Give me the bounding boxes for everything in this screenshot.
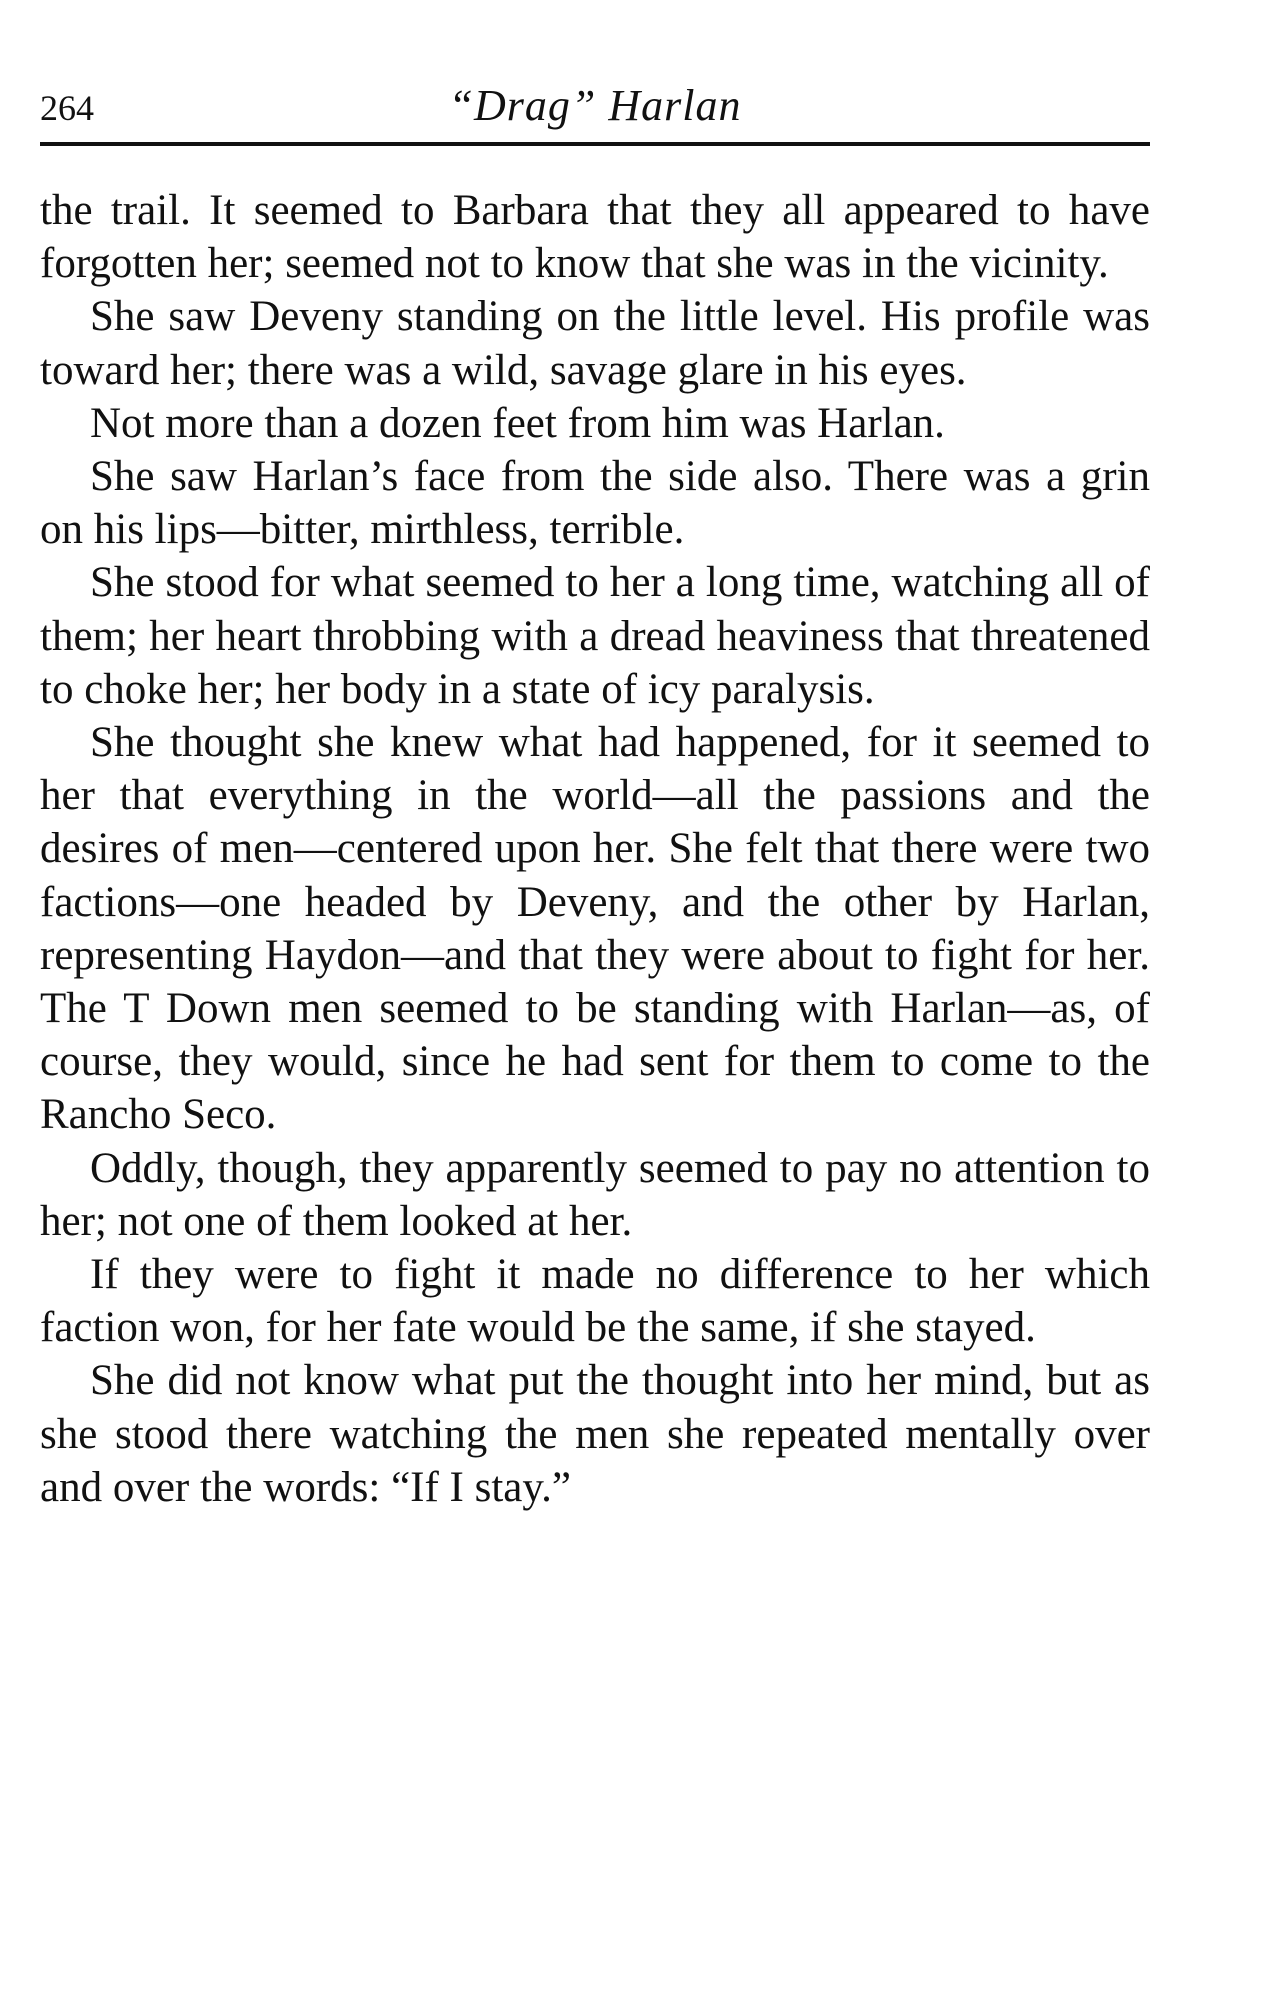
paragraph: the trail. It seemed to Barbara that they all appeared to have forgotten her; seemed not to know that she was in the vicinity.	[40, 187, 1150, 288]
paragraph: She stood for what seemed to her a long time, watching all of them; her heart throbbing with a dread heaviness that threatened to choke her; her body in a state of icy paralysis.	[40, 559, 1150, 713]
paragraph: She did not know what put the thought into her mind, but as she stood there watching the men she repeated mentally over and over the words: “If I stay.”	[40, 1357, 1150, 1511]
paragraph: If they were to fight it made no difference to her which faction won, for her fate would be the same, if she stayed.	[40, 1251, 1150, 1352]
page-number: 264	[40, 88, 94, 128]
page-header	[40, 60, 1150, 130]
paragraph: She saw Harlan’s face from the side also. There was a grin on his lips—bitter, mirthless, terrible.	[40, 453, 1150, 554]
paragraph: Oddly, though, they apparently seemed to pay no attention to her; not one of them looked at her.	[40, 1144, 1150, 1245]
book-page	[40, 60, 1150, 1511]
running-title: “Drag” Harlan	[448, 81, 742, 130]
body-text	[40, 184, 1150, 1514]
paragraph: Not more than a dozen feet from him was Harlan.	[90, 399, 945, 447]
paragraph: She saw Deveny standing on the little level. His profile was toward her; there was a wild, savage glare in his eyes.	[40, 293, 1150, 394]
paragraph: She thought she knew what had happened, for it seemed to her that everything in the world—all the passions and the desires of men—centered upon her. She felt that there were two factions—one headed by Deveny, and the other by Harlan, representing Haydon—and that they were about to fight for her. The T Down men seemed to be standing with Harlan—as, of course, they would, since he had sent for them to come to the Rancho Seco.	[40, 719, 1150, 1139]
header-rule	[40, 142, 1150, 146]
